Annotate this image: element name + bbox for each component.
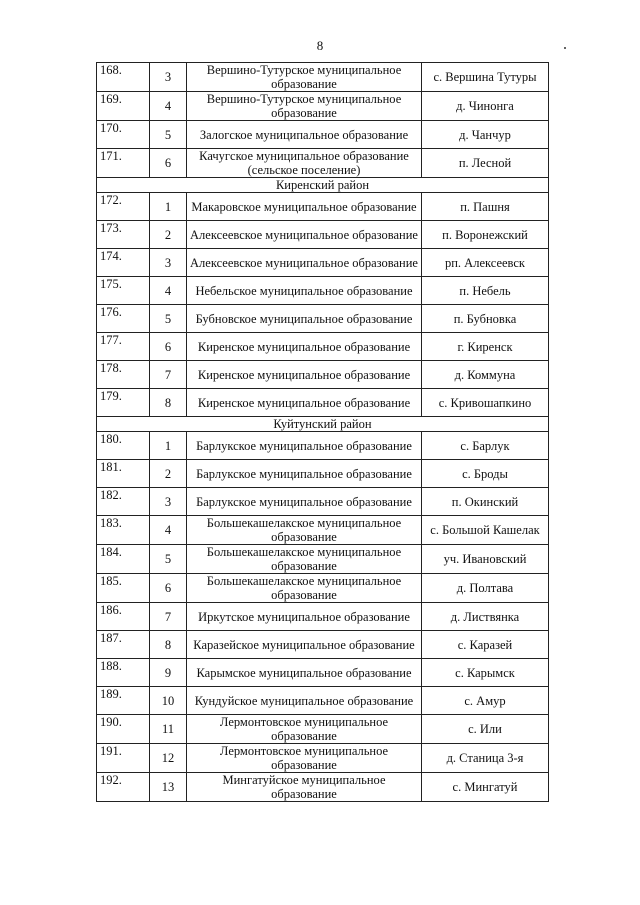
table-row [97,715,549,744]
settlement-name: с. Броды [422,460,549,488]
district-index: 9 [150,659,187,687]
district-index: 1 [150,432,187,460]
district-index: 3 [150,249,187,277]
page-number: 8 [316,38,324,53]
settlement-name: д. Чанчур [422,121,549,149]
district-index: 4 [150,516,187,545]
municipality-name: Большекашелакское муниципальное образование [187,574,422,603]
row-number: 175. [97,277,150,305]
settlement-name: д. Листвянка [422,603,549,631]
district-index: 1 [150,193,187,221]
row-number: 178. [97,361,150,389]
district-index: 11 [150,715,187,744]
municipality-name: Мингатуйское муниципальное образование [187,773,422,802]
district-index: 10 [150,687,187,715]
district-index: 3 [150,63,187,92]
row-number: 187. [97,631,150,659]
table-row [97,333,549,361]
municipality-name: Алексеевское муниципальное образование [187,221,422,249]
row-number: 173. [97,221,150,249]
table-row [97,432,549,460]
district-index: 5 [150,121,187,149]
municipality-name: Алексеевское муниципальное образование [187,249,422,277]
municipality-name: Киренское муниципальное образование [187,333,422,361]
municipality-name: Бубновское муниципальное образование [187,305,422,333]
table-row [97,603,549,631]
row-number: 190. [97,715,150,744]
district-index: 6 [150,574,187,603]
row-number: 189. [97,687,150,715]
settlement-name: с. Большой Кашелак [422,516,549,545]
table-row [97,574,549,603]
row-number: 176. [97,305,150,333]
table-row [97,631,549,659]
row-number: 180. [97,432,150,460]
table-row [97,121,549,149]
row-number: 183. [97,516,150,545]
settlement-name: д. Полтава [422,574,549,603]
table-row [97,277,549,305]
municipality-name: Большекашелакское муниципальное образование [187,516,422,545]
row-number: 170. [97,121,150,149]
row-number: 182. [97,488,150,516]
row-number: 171. [97,149,150,178]
district-name: Куйтунский район [97,417,549,432]
row-number: 192. [97,773,150,802]
table-row [97,773,549,802]
district-index: 4 [150,277,187,305]
municipality-name: Иркутское муниципальное образование [187,603,422,631]
district-name: Киренский район [97,178,549,193]
row-number: 184. [97,545,150,574]
municipality-name: Барлукское муниципальное образование [187,488,422,516]
row-number: 188. [97,659,150,687]
district-index: 2 [150,460,187,488]
district-index: 13 [150,773,187,802]
settlement-name: с. Вершина Тутуры [422,63,549,92]
municipality-name: Карымское муниципальное образование [187,659,422,687]
settlement-name: с. Амур [422,687,549,715]
table-row [97,92,549,121]
settlement-name: п. Бубновка [422,305,549,333]
municipality-name: Кундуйское муниципальное образование [187,687,422,715]
settlement-name: с. Барлук [422,432,549,460]
settlement-name: с. Или [422,715,549,744]
municipality-name: Барлукское муниципальное образование [187,432,422,460]
district-index: 4 [150,92,187,121]
table-row [97,389,549,417]
settlement-name: п. Небель [422,277,549,305]
district-index: 5 [150,305,187,333]
municipality-name: Вершино-Тутурское муниципальное образование [187,92,422,121]
table-row [97,249,549,277]
district-header-row [97,178,549,193]
table-row [97,659,549,687]
municipality-name: Залогское муниципальное образование [187,121,422,149]
municipality-name: Небельское муниципальное образование [187,277,422,305]
table-row [97,516,549,545]
row-number: 181. [97,460,150,488]
settlement-name: с. Мингатуй [422,773,549,802]
settlement-name: п. Воронежский [422,221,549,249]
table-row [97,744,549,773]
table-row [97,488,549,516]
municipality-name: Барлукское муниципальное образование [187,460,422,488]
municipality-name: Лермонтовское муниципальное образование [187,744,422,773]
district-index: 6 [150,333,187,361]
municipality-name: Макаровское муниципальное образование [187,193,422,221]
municipality-name: Вершино-Тутурское муниципальное образование [187,63,422,92]
settlements-table-body [97,63,549,802]
settlement-name: с. Каразей [422,631,549,659]
table-row [97,193,549,221]
scan-speck [564,47,566,49]
row-number: 185. [97,574,150,603]
settlement-name: с. Карымск [422,659,549,687]
settlement-name: уч. Ивановский [422,545,549,574]
district-index: 5 [150,545,187,574]
settlement-name: д. Чинонга [422,92,549,121]
table-row [97,149,549,178]
district-index: 12 [150,744,187,773]
municipality-name: Каразейское муниципальное образование [187,631,422,659]
table-row [97,63,549,92]
row-number: 172. [97,193,150,221]
row-number: 174. [97,249,150,277]
district-index: 7 [150,361,187,389]
settlement-name: с. Кривошапкино [422,389,549,417]
table-row [97,221,549,249]
settlement-name: п. Пашня [422,193,549,221]
district-index: 7 [150,603,187,631]
row-number: 169. [97,92,150,121]
district-index: 2 [150,221,187,249]
table-row [97,361,549,389]
settlement-name: д. Станица 3-я [422,744,549,773]
municipality-name: Киренское муниципальное образование [187,389,422,417]
row-number: 191. [97,744,150,773]
table-row [97,687,549,715]
district-index: 3 [150,488,187,516]
row-number: 179. [97,389,150,417]
settlement-name: рп. Алексеевск [422,249,549,277]
row-number: 168. [97,63,150,92]
table-row [97,545,549,574]
row-number: 186. [97,603,150,631]
municipality-name: Большекашелакское муниципальное образование [187,545,422,574]
district-index: 8 [150,631,187,659]
district-index: 8 [150,389,187,417]
settlement-name: д. Коммуна [422,361,549,389]
settlement-name: г. Киренск [422,333,549,361]
settlements-table [96,62,549,802]
district-header-row [97,417,549,432]
settlement-name: п. Лесной [422,149,549,178]
district-index: 6 [150,149,187,178]
table-row [97,305,549,333]
settlement-name: п. Окинский [422,488,549,516]
table-row [97,460,549,488]
municipality-name: Киренское муниципальное образование [187,361,422,389]
row-number: 177. [97,333,150,361]
municipality-name: Качугское муниципальное образование (сельское поселение) [187,149,422,178]
municipality-name: Лермонтовское муниципальное образование [187,715,422,744]
